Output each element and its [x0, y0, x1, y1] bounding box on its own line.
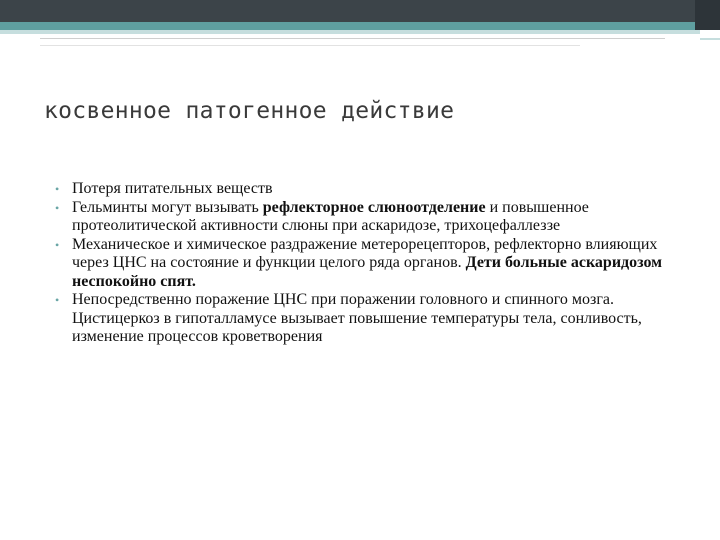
bullet-text-pre: Гельминты могут вызывать: [72, 198, 263, 216]
bullet-icon: •: [55, 182, 60, 196]
bullet-text-post: и повышенное протеолитической активности слюны при аскаридозе, трихоцефаллеззе: [72, 198, 589, 234]
top-accent-stripe: [0, 22, 720, 30]
top-decor-bar: [0, 0, 720, 22]
bullet-list: [52, 180, 672, 347]
bullet-item-4: [52, 291, 672, 347]
bullet-icon: •: [55, 200, 60, 215]
bullet-icon: •: [55, 293, 60, 307]
top-divider-line: [40, 38, 665, 39]
top-divider-line-secondary: [40, 45, 580, 46]
bullet-text: Потеря питательных веществ: [72, 180, 273, 197]
bullet-text-bold: рефлекторное слюноотделение: [262, 198, 486, 216]
slide-content: [52, 180, 672, 347]
bullet-item-2: [52, 199, 672, 236]
bullet-icon: •: [55, 237, 60, 252]
bullet-text: Непосредственно поражение ЦНС при поражении головного и спинного мозга. Цистицеркоз в гипоталламусе вызывает повышение температуры тела, сонливость, изменение процессов кроветворения: [72, 291, 642, 345]
bullet-text-pre: Механическое и химическое раздражение метерорецепторов, рефлекторно влияющих через ЦНС на состояние и функции целого ряда органов.: [72, 235, 658, 271]
bullet-text-bold: Дети больные аскаридозом неспокойно спят.: [72, 254, 663, 290]
top-right-decor-block: [695, 0, 720, 30]
top-accent-light-stripe: [0, 30, 700, 34]
bullet-item-1: [52, 180, 672, 199]
bullet-item-3: [52, 236, 672, 292]
slide-title: косвенное патогенное действие: [44, 98, 455, 124]
top-right-decor-line: [700, 38, 720, 40]
